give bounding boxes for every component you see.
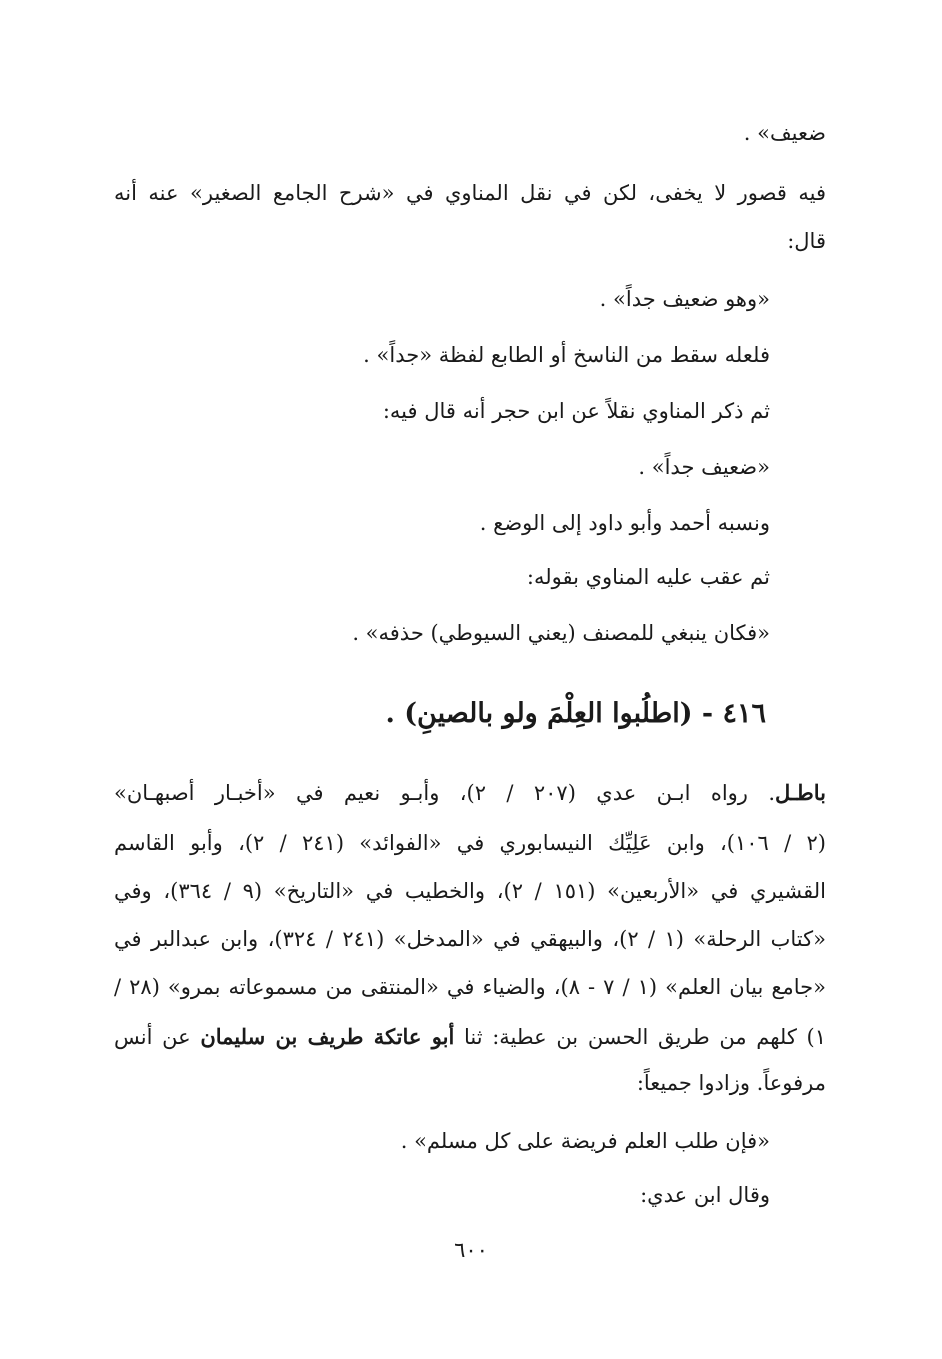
quote-line: «فإن طلب العلم فريضة على كل مسلم» .: [400, 1129, 770, 1153]
paragraph-text: . رواه ابـن عدي (٢٠٧ / ٢)، وأبـو نعيم في «أخبـار أصبهـان»: [114, 781, 775, 805]
quote-line: «ضعيف جداً» .: [638, 455, 770, 479]
paragraph-line: [114, 1022, 826, 1052]
paragraph-line: «جامع بيان العلم» (١ / ٧ - ٨)، والضياء في «المنتقى من مسموعاته بمرو» (٢٨ /: [114, 975, 826, 999]
quote-line: «فكان ينبغي للمصنف (يعني السيوطي) حذفه» .: [352, 621, 770, 645]
text-line: ضعيف» .: [743, 121, 826, 145]
text-line: ثم ذكر المناوي نقلاً عن ابن حجر أنه قال فيه:: [382, 399, 770, 423]
text-line: ونسبه أحمد وأبو داود إلى الوضع .: [479, 511, 770, 535]
paragraph-text: عن أنس: [114, 1025, 191, 1049]
paragraph-line: القشيري في «الأربعين» (١٥١ / ٢)، والخطيب في «التاريخ» (٩ / ٣٦٤)، وفي: [114, 879, 826, 903]
narrator-name: أبو عاتكة طريف بن سليمان: [200, 1024, 455, 1049]
text-line: ثم عقب عليه المناوي بقوله:: [526, 565, 770, 589]
quote-line: «وهو ضعيف جداً» .: [599, 287, 770, 311]
paragraph-line: مرفوعاً. وزادوا جميعاً:: [636, 1071, 826, 1095]
text-line: فيه قصور لا يخفى، لكن في نقل المناوي في «شرح الجامع الصغير» عنه أنه: [114, 181, 826, 205]
paragraph-text: ١) كلهم من طريق الحسن بن عطية: ثنا: [463, 1025, 826, 1049]
hadith-heading: ٤١٦ - (اطلُبوا العِلْمَ ولو بالصينِ) .: [385, 698, 766, 729]
page-number: ٦٠٠: [454, 1238, 488, 1262]
verdict-label: باطـل: [775, 780, 827, 805]
text-line: وقال ابن عدي:: [640, 1183, 770, 1207]
text-line: فلعله سقط من الناسخ أو الطابع لفظة «جداً» .: [363, 343, 770, 367]
paragraph-line: [114, 778, 826, 808]
text-line: قال:: [787, 229, 826, 253]
paragraph-line: (٢ / ١٠٦)، وابن عَلِيِّك النيسابوري في «الفوائد» (٢٤١ / ٢)، وأبو القاسم: [114, 831, 826, 855]
paragraph-line: «كتاب الرحلة» (١ / ٢)، والبيهقي في «المدخل» (٢٤١ / ٣٢٤)، وابن عبدالبر في: [114, 927, 826, 951]
